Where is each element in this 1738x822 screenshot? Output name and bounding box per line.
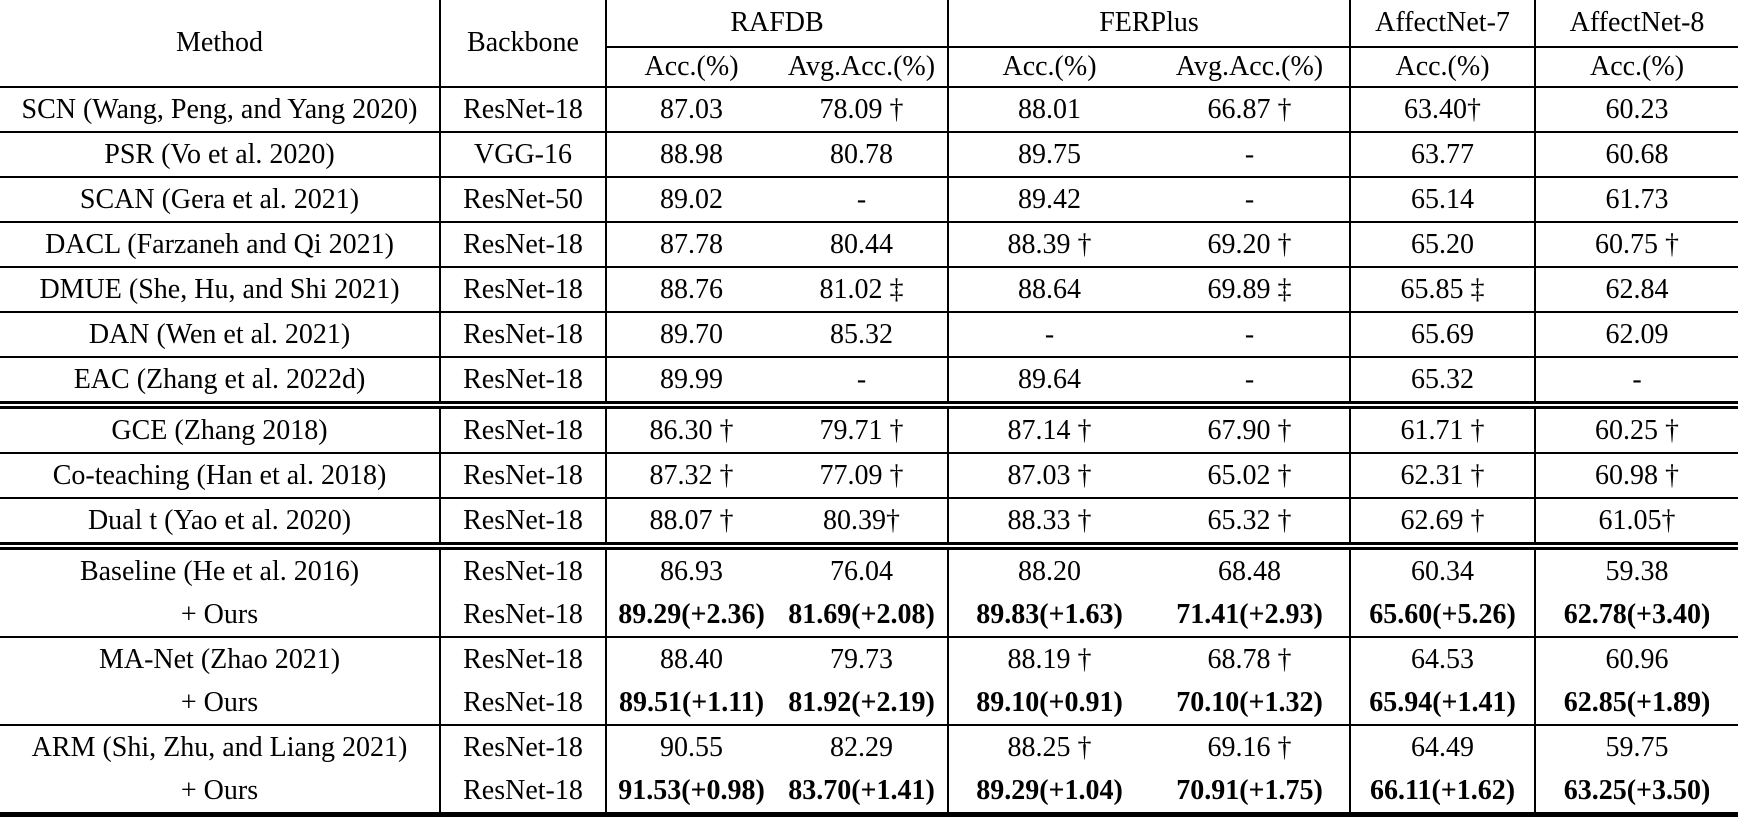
value-cell-rafdb_acc xyxy=(606,87,776,132)
cell-line: 64.53 xyxy=(1411,644,1475,675)
cell-line: 60.68 xyxy=(1605,139,1669,170)
backbone-cell xyxy=(440,132,606,177)
cell-line: 66.87 † xyxy=(1207,94,1292,125)
backbone-cell xyxy=(440,453,606,498)
cell-line: GCE (Zhang 2018) xyxy=(111,415,328,446)
cell-line: 87.03 † xyxy=(1007,460,1092,491)
table-row xyxy=(0,498,1738,546)
cell-line: ResNet-18 xyxy=(463,94,583,125)
value-cell-rafdb_acc xyxy=(606,546,776,637)
col-header-rafdb-avgacc: Avg.Acc.(%) xyxy=(776,47,948,87)
cell-line: 69.16 † xyxy=(1207,732,1292,763)
cell-line: 63.40† xyxy=(1404,94,1482,125)
value-cell-ferplus_avg_acc xyxy=(1150,267,1350,312)
cell-line: 85.32 xyxy=(830,319,893,350)
value-cell-rafdb_avg_acc xyxy=(776,177,948,222)
cell-line: EAC (Zhang et al. 2022d) xyxy=(73,364,366,395)
value-cell-rafdb_acc xyxy=(606,132,776,177)
cell-line: 88.25 † xyxy=(1007,732,1092,763)
cell-line: 70.10(+1.32) xyxy=(1176,687,1323,718)
col-header-affectnet7-acc: Acc.(%) xyxy=(1350,47,1535,87)
cell-line: 60.25 † xyxy=(1595,415,1680,446)
backbone-cell xyxy=(440,637,606,725)
cell-line: 62.09 xyxy=(1605,319,1669,350)
cell-line: 65.85 ‡ xyxy=(1400,274,1485,305)
cell-line: 80.78 xyxy=(830,139,893,170)
value-cell-ferplus_avg_acc xyxy=(1150,546,1350,637)
value-cell-ferplus_acc xyxy=(948,87,1150,132)
value-cell-rafdb_avg_acc xyxy=(776,312,948,357)
value-cell-affectnet7_acc xyxy=(1350,637,1535,725)
value-cell-rafdb_acc xyxy=(606,725,776,815)
cell-line: ARM (Shi, Zhu, and Liang 2021) xyxy=(31,732,408,763)
cell-line: 69.20 † xyxy=(1207,229,1292,260)
cell-line: 88.07 † xyxy=(649,505,734,536)
value-cell-rafdb_acc xyxy=(606,405,776,453)
cell-line: 69.89 ‡ xyxy=(1207,274,1292,305)
cell-line: ResNet-50 xyxy=(463,184,583,215)
backbone-cell xyxy=(440,357,606,405)
cell-line: 89.10(+0.91) xyxy=(976,687,1123,718)
cell-line: Dual t (Yao et al. 2020) xyxy=(87,505,352,536)
cell-line: 62.84 xyxy=(1605,274,1669,305)
value-cell-affectnet7_acc xyxy=(1350,546,1535,637)
cell-line: 78.09 † xyxy=(819,94,904,125)
method-cell xyxy=(0,222,440,267)
cell-line: 88.98 xyxy=(660,139,723,170)
cell-line: 87.32 † xyxy=(649,460,734,491)
cell-line: ResNet-18 xyxy=(463,274,583,305)
cell-line: 60.34 xyxy=(1411,556,1475,587)
method-cell xyxy=(0,267,440,312)
cell-line: 62.31 † xyxy=(1400,460,1485,491)
cell-line: - xyxy=(1044,319,1055,350)
cell-line: 80.39† xyxy=(823,505,900,536)
cell-line: 70.91(+1.75) xyxy=(1176,775,1323,806)
cell-line: 65.20 xyxy=(1411,229,1475,260)
cell-line: ResNet-18 xyxy=(463,505,583,536)
cell-line: 62.78(+3.40) xyxy=(1563,599,1711,630)
backbone-cell xyxy=(440,498,606,546)
cell-line: ResNet-18 xyxy=(463,415,583,446)
cell-line: MA-Net (Zhao 2021) xyxy=(98,644,341,675)
value-cell-affectnet8_acc xyxy=(1535,637,1738,725)
method-cell xyxy=(0,177,440,222)
cell-line: 63.77 xyxy=(1411,139,1475,170)
value-cell-affectnet8_acc xyxy=(1535,222,1738,267)
cell-line: 77.09 † xyxy=(819,460,904,491)
value-cell-ferplus_avg_acc xyxy=(1150,222,1350,267)
cell-line: 89.99 xyxy=(660,364,723,395)
table-row xyxy=(0,405,1738,453)
value-cell-affectnet8_acc xyxy=(1535,132,1738,177)
cell-line: - xyxy=(856,364,867,395)
cell-line: - xyxy=(1244,184,1255,215)
cell-line: ResNet-18 xyxy=(463,460,583,491)
table-row xyxy=(0,453,1738,498)
cell-line: 61.71 † xyxy=(1400,415,1485,446)
value-cell-affectnet8_acc xyxy=(1535,453,1738,498)
cell-line: + Ours xyxy=(180,775,259,806)
cell-line: ResNet-18 xyxy=(463,687,583,718)
method-cell xyxy=(0,132,440,177)
cell-line: - xyxy=(1244,319,1255,350)
cell-line: 83.70(+1.41) xyxy=(788,775,935,806)
value-cell-affectnet8_acc xyxy=(1535,87,1738,132)
value-cell-ferplus_avg_acc xyxy=(1150,453,1350,498)
value-cell-rafdb_acc xyxy=(606,453,776,498)
cell-line: SCAN (Gera et al. 2021) xyxy=(79,184,360,215)
value-cell-affectnet8_acc xyxy=(1535,357,1738,405)
backbone-cell xyxy=(440,725,606,815)
value-cell-affectnet7_acc xyxy=(1350,725,1535,815)
cell-line: VGG-16 xyxy=(474,139,572,170)
value-cell-ferplus_avg_acc xyxy=(1150,405,1350,453)
value-cell-ferplus_avg_acc xyxy=(1150,87,1350,132)
backbone-cell xyxy=(440,177,606,222)
cell-line: 80.44 xyxy=(830,229,893,260)
cell-line: 88.76 xyxy=(660,274,723,305)
value-cell-affectnet8_acc xyxy=(1535,725,1738,815)
method-cell xyxy=(0,357,440,405)
cell-line: 59.38 xyxy=(1605,556,1669,587)
cell-line: 60.98 † xyxy=(1595,460,1680,491)
col-header-rafdb-acc: Acc.(%) xyxy=(606,47,776,87)
value-cell-ferplus_acc xyxy=(948,312,1150,357)
cell-line: 88.33 † xyxy=(1007,505,1092,536)
cell-line: ResNet-18 xyxy=(463,644,583,675)
cell-line: 88.64 xyxy=(1018,274,1081,305)
value-cell-rafdb_acc xyxy=(606,357,776,405)
cell-line: 88.20 xyxy=(1018,556,1081,587)
value-cell-affectnet7_acc xyxy=(1350,267,1535,312)
cell-line: 86.93 xyxy=(660,556,723,587)
cell-line: 65.32 xyxy=(1411,364,1475,395)
cell-line: DAN (Wen et al. 2021) xyxy=(88,319,351,350)
value-cell-affectnet8_acc xyxy=(1535,177,1738,222)
cell-line: 62.69 † xyxy=(1400,505,1485,536)
value-cell-ferplus_avg_acc xyxy=(1150,725,1350,815)
cell-line: PSR (Vo et al. 2020) xyxy=(104,139,335,170)
table-row xyxy=(0,357,1738,405)
cell-line: 89.70 xyxy=(660,319,723,350)
cell-line: 64.49 xyxy=(1411,732,1475,763)
table-row xyxy=(0,725,1738,815)
cell-line: 81.69(+2.08) xyxy=(788,599,935,630)
backbone-cell xyxy=(440,87,606,132)
value-cell-rafdb_acc xyxy=(606,312,776,357)
header-row-groups xyxy=(0,0,1738,47)
value-cell-rafdb_avg_acc xyxy=(776,637,948,725)
value-cell-rafdb_avg_acc xyxy=(776,725,948,815)
cell-line: 90.55 xyxy=(660,732,723,763)
value-cell-ferplus_acc xyxy=(948,725,1150,815)
cell-line: 66.11(+1.62) xyxy=(1369,775,1516,806)
value-cell-affectnet8_acc xyxy=(1535,267,1738,312)
value-cell-affectnet7_acc xyxy=(1350,222,1535,267)
value-cell-affectnet7_acc xyxy=(1350,357,1535,405)
col-group-rafdb: RAFDB xyxy=(606,0,948,47)
table-row xyxy=(0,87,1738,132)
value-cell-ferplus_acc xyxy=(948,498,1150,546)
col-group-ferplus: FERPlus xyxy=(948,0,1350,47)
value-cell-ferplus_acc xyxy=(948,405,1150,453)
value-cell-affectnet8_acc xyxy=(1535,546,1738,637)
value-cell-ferplus_avg_acc xyxy=(1150,132,1350,177)
cell-line: 88.39 † xyxy=(1007,229,1092,260)
cell-line: - xyxy=(1632,364,1642,395)
cell-line: 81.92(+2.19) xyxy=(788,687,935,718)
method-cell xyxy=(0,87,440,132)
value-cell-ferplus_acc xyxy=(948,546,1150,637)
table-row xyxy=(0,312,1738,357)
cell-line: 89.29(+1.04) xyxy=(976,775,1123,806)
cell-line: 89.29(+2.36) xyxy=(618,599,765,630)
value-cell-affectnet8_acc xyxy=(1535,498,1738,546)
method-cell xyxy=(0,405,440,453)
cell-line: ResNet-18 xyxy=(463,319,583,350)
cell-line: 76.04 xyxy=(830,556,893,587)
cell-line: 87.14 † xyxy=(1007,415,1092,446)
cell-line: 89.75 xyxy=(1018,139,1081,170)
cell-line: 59.75 xyxy=(1605,732,1669,763)
backbone-cell xyxy=(440,405,606,453)
table-row xyxy=(0,177,1738,222)
cell-line: 62.85(+1.89) xyxy=(1563,687,1711,718)
value-cell-affectnet7_acc xyxy=(1350,453,1535,498)
cell-line: 71.41(+2.93) xyxy=(1176,599,1323,630)
cell-line: 68.48 xyxy=(1218,556,1281,587)
value-cell-ferplus_acc xyxy=(948,453,1150,498)
col-group-affectnet8: AffectNet-8 xyxy=(1535,0,1738,47)
table-row xyxy=(0,546,1738,637)
value-cell-affectnet7_acc xyxy=(1350,405,1535,453)
table-row xyxy=(0,267,1738,312)
cell-line: 65.94(+1.41) xyxy=(1369,687,1516,718)
col-header-ferplus-avgacc: Avg.Acc.(%) xyxy=(1150,47,1350,87)
cell-line: ResNet-18 xyxy=(463,732,583,763)
cell-line: 88.40 xyxy=(660,644,723,675)
table-row xyxy=(0,222,1738,267)
cell-line: ResNet-18 xyxy=(463,229,583,260)
value-cell-rafdb_acc xyxy=(606,267,776,312)
value-cell-affectnet8_acc xyxy=(1535,312,1738,357)
cell-line: 61.73 xyxy=(1605,184,1669,215)
method-cell xyxy=(0,725,440,815)
value-cell-ferplus_acc xyxy=(948,267,1150,312)
cell-line: 88.19 † xyxy=(1007,644,1092,675)
backbone-cell xyxy=(440,222,606,267)
cell-line: Baseline (He et al. 2016) xyxy=(79,556,360,587)
table-row xyxy=(0,637,1738,725)
cell-line: 87.78 xyxy=(660,229,723,260)
cell-line: DMUE (She, Hu, and Shi 2021) xyxy=(39,274,400,305)
cell-line: 86.30 † xyxy=(649,415,734,446)
col-header-ferplus-acc: Acc.(%) xyxy=(948,47,1150,87)
value-cell-ferplus_acc xyxy=(948,132,1150,177)
value-cell-ferplus_acc xyxy=(948,357,1150,405)
value-cell-rafdb_acc xyxy=(606,637,776,725)
cell-line: SCN (Wang, Peng, and Yang 2020) xyxy=(21,94,418,125)
backbone-cell xyxy=(440,312,606,357)
value-cell-ferplus_avg_acc xyxy=(1150,312,1350,357)
method-cell xyxy=(0,546,440,637)
value-cell-rafdb_avg_acc xyxy=(776,453,948,498)
cell-line: DACL (Farzaneh and Qi 2021) xyxy=(45,229,394,260)
value-cell-rafdb_avg_acc xyxy=(776,132,948,177)
value-cell-ferplus_acc xyxy=(948,637,1150,725)
cell-line: 65.02 † xyxy=(1207,460,1292,491)
cell-line: 65.60(+5.26) xyxy=(1369,599,1516,630)
value-cell-ferplus_acc xyxy=(948,177,1150,222)
cell-line: 65.69 xyxy=(1411,319,1475,350)
cell-line: 88.01 xyxy=(1018,94,1081,125)
value-cell-rafdb_acc xyxy=(606,222,776,267)
cell-line: 91.53(+0.98) xyxy=(618,775,765,806)
value-cell-ferplus_avg_acc xyxy=(1150,357,1350,405)
cell-line: 79.71 † xyxy=(819,415,904,446)
cell-line: 82.29 xyxy=(830,732,893,763)
cell-line: 65.14 xyxy=(1411,184,1475,215)
value-cell-rafdb_avg_acc xyxy=(776,498,948,546)
value-cell-rafdb_avg_acc xyxy=(776,87,948,132)
value-cell-rafdb_avg_acc xyxy=(776,405,948,453)
cell-line: 89.83(+1.63) xyxy=(976,599,1123,630)
cell-line: 81.02 ‡ xyxy=(819,274,904,305)
backbone-cell xyxy=(440,267,606,312)
value-cell-affectnet7_acc xyxy=(1350,498,1535,546)
value-cell-rafdb_avg_acc xyxy=(776,222,948,267)
cell-line: 89.42 xyxy=(1018,184,1081,215)
cell-line: 60.96 xyxy=(1605,644,1669,675)
value-cell-affectnet7_acc xyxy=(1350,177,1535,222)
value-cell-affectnet7_acc xyxy=(1350,87,1535,132)
cell-line: - xyxy=(1244,139,1255,170)
value-cell-ferplus_avg_acc xyxy=(1150,637,1350,725)
col-header-affectnet8-acc: Acc.(%) xyxy=(1535,47,1738,87)
value-cell-affectnet8_acc xyxy=(1535,405,1738,453)
cell-line: 67.90 † xyxy=(1207,415,1292,446)
value-cell-ferplus_avg_acc xyxy=(1150,498,1350,546)
cell-line: 63.25(+3.50) xyxy=(1563,775,1711,806)
method-cell xyxy=(0,453,440,498)
cell-line: + Ours xyxy=(180,599,259,630)
cell-line: - xyxy=(1244,364,1255,395)
cell-line: 61.05† xyxy=(1598,505,1676,536)
table-row xyxy=(0,132,1738,177)
value-cell-affectnet7_acc xyxy=(1350,312,1535,357)
cell-line: 68.78 † xyxy=(1207,644,1292,675)
cell-line: 65.32 † xyxy=(1207,505,1292,536)
cell-line: 60.23 xyxy=(1605,94,1669,125)
cell-line: - xyxy=(856,184,867,215)
cell-line: + Ours xyxy=(180,687,259,718)
cell-line: ResNet-18 xyxy=(463,364,583,395)
cell-line: Co-teaching (Han et al. 2018) xyxy=(52,460,387,491)
cell-line: 60.75 † xyxy=(1595,229,1680,260)
cell-line: 87.03 xyxy=(660,94,723,125)
method-cell xyxy=(0,637,440,725)
cell-line: 89.02 xyxy=(660,184,723,215)
value-cell-rafdb_acc xyxy=(606,498,776,546)
col-header-method: Method xyxy=(0,0,440,87)
cell-line: ResNet-18 xyxy=(463,599,583,630)
value-cell-rafdb_avg_acc xyxy=(776,357,948,405)
value-cell-rafdb_avg_acc xyxy=(776,267,948,312)
backbone-cell xyxy=(440,546,606,637)
method-cell xyxy=(0,312,440,357)
value-cell-ferplus_acc xyxy=(948,222,1150,267)
method-cell xyxy=(0,498,440,546)
value-cell-ferplus_avg_acc xyxy=(1150,177,1350,222)
cell-line: ResNet-18 xyxy=(463,556,583,587)
value-cell-rafdb_acc xyxy=(606,177,776,222)
col-header-backbone: Backbone xyxy=(440,0,606,87)
cell-line: ResNet-18 xyxy=(463,775,583,806)
value-cell-affectnet7_acc xyxy=(1350,132,1535,177)
cell-line: 89.64 xyxy=(1018,364,1081,395)
cell-line: 79.73 xyxy=(830,644,893,675)
cell-line: 89.51(+1.11) xyxy=(618,687,765,718)
value-cell-rafdb_avg_acc xyxy=(776,546,948,637)
col-group-affectnet7: AffectNet-7 xyxy=(1350,0,1535,47)
